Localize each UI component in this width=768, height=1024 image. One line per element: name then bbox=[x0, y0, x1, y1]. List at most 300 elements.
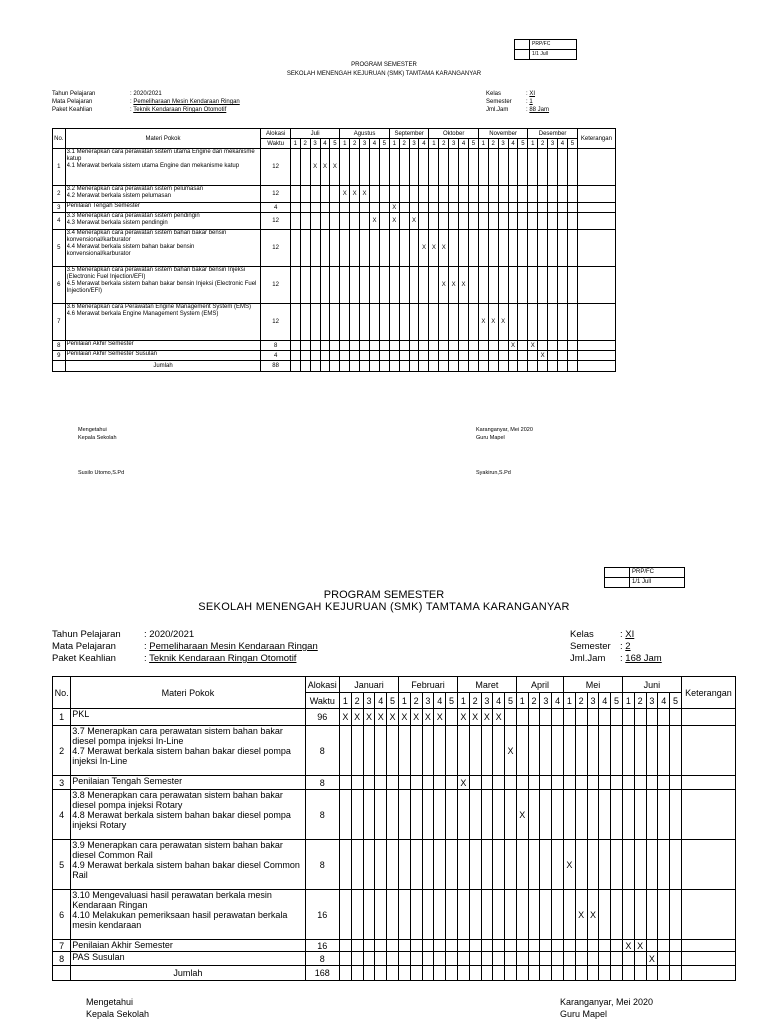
week-cell bbox=[360, 361, 370, 372]
week-cell bbox=[363, 952, 375, 966]
week-cell bbox=[419, 351, 429, 361]
week-cell bbox=[399, 149, 409, 186]
week-cell bbox=[459, 186, 469, 203]
materi-text: 3.6 Menerapkan cara Perawatan Engine Management System (EMS) 4.6 Merawat berkala Engine Management System (EMS) bbox=[66, 304, 252, 317]
week-cell bbox=[468, 267, 478, 304]
week-cell bbox=[379, 149, 389, 186]
table-row bbox=[53, 952, 736, 966]
week-cell bbox=[387, 890, 399, 940]
materi-cell bbox=[65, 341, 261, 351]
week-cell bbox=[658, 966, 670, 981]
week-cell bbox=[320, 186, 330, 203]
page-title: PROGRAM SEMESTER bbox=[323, 589, 445, 601]
alokasi-value: 12 bbox=[261, 213, 290, 230]
week-cell bbox=[310, 267, 320, 304]
week-cell bbox=[310, 213, 320, 230]
week-cell bbox=[516, 840, 528, 890]
week-cell bbox=[518, 213, 528, 230]
week-number: 1 bbox=[429, 139, 439, 149]
week-cell bbox=[567, 149, 577, 186]
week-cell bbox=[290, 149, 300, 186]
week-cell bbox=[320, 203, 330, 213]
week-cell bbox=[558, 149, 568, 186]
week-cell bbox=[528, 966, 540, 981]
week-cell bbox=[548, 351, 558, 361]
week-cell bbox=[429, 213, 439, 230]
row-number: 6 bbox=[53, 890, 71, 940]
week-cell bbox=[399, 186, 409, 203]
week-cell bbox=[516, 966, 528, 981]
table-row bbox=[53, 776, 736, 790]
week-cell bbox=[488, 267, 498, 304]
week-cell bbox=[611, 840, 623, 890]
week-cell bbox=[351, 790, 363, 840]
week-number: 5 bbox=[518, 139, 528, 149]
week-cell bbox=[360, 267, 370, 304]
week-cell bbox=[340, 341, 350, 351]
week-mark: X bbox=[508, 341, 518, 351]
week-cell bbox=[379, 351, 389, 361]
week-cell bbox=[518, 186, 528, 203]
week-cell bbox=[370, 341, 380, 351]
week-cell bbox=[399, 351, 409, 361]
week-cell bbox=[587, 940, 599, 952]
materi-text: 3.2 Menerapkan cara perawatan sistem pelumasan 4.2 Merawat berkala sistem pelumasan bbox=[66, 186, 204, 199]
week-cell bbox=[634, 709, 646, 726]
week-number: 4 bbox=[658, 693, 670, 709]
week-cell bbox=[410, 776, 422, 790]
total-label: Jumlah bbox=[71, 966, 305, 981]
week-cell bbox=[370, 203, 380, 213]
signature-right: Karanganyar, Mei 2020 Guru Mapel bbox=[476, 427, 533, 441]
keterangan-cell bbox=[577, 186, 615, 203]
week-cell bbox=[540, 709, 552, 726]
week-cell bbox=[488, 230, 498, 267]
week-cell bbox=[468, 341, 478, 351]
week-cell bbox=[611, 726, 623, 776]
week-cell bbox=[528, 304, 538, 341]
alokasi-value: 16 bbox=[305, 940, 339, 952]
week-cell bbox=[375, 840, 387, 890]
week-cell bbox=[389, 341, 399, 351]
week-cell bbox=[389, 267, 399, 304]
table-row bbox=[53, 230, 616, 267]
week-cell bbox=[538, 361, 548, 372]
week-mark: X bbox=[389, 203, 399, 213]
week-cell bbox=[481, 726, 493, 776]
week-mark: X bbox=[340, 709, 352, 726]
week-cell bbox=[468, 186, 478, 203]
week-cell bbox=[459, 230, 469, 267]
week-number: 1 bbox=[340, 139, 350, 149]
table-row bbox=[53, 267, 616, 304]
week-cell bbox=[330, 351, 340, 361]
week-number: 4 bbox=[459, 139, 469, 149]
month-header: Agustus bbox=[340, 129, 389, 139]
materi-text: PAS Susulan bbox=[72, 952, 125, 962]
week-cell bbox=[508, 230, 518, 267]
materi-cell bbox=[71, 840, 305, 890]
document-code-box bbox=[514, 39, 577, 60]
table-row bbox=[53, 149, 616, 186]
week-cell bbox=[468, 304, 478, 341]
week-cell bbox=[498, 341, 508, 351]
week-mark: X bbox=[434, 709, 446, 726]
week-mark: X bbox=[457, 776, 469, 790]
alokasi-value: 4 bbox=[261, 203, 290, 213]
table-row bbox=[53, 940, 736, 952]
materi-cell bbox=[71, 890, 305, 940]
week-cell bbox=[567, 341, 577, 351]
week-cell bbox=[379, 361, 389, 372]
week-cell bbox=[320, 361, 330, 372]
materi-text: 3.9 Menerapkan cara perawatan sistem bahan bakar diesel Common Rail 4.9 Merawat berkala sistem bahan bakar diesel Common Rail bbox=[72, 840, 300, 880]
row-number: 7 bbox=[53, 304, 66, 341]
alokasi-value: 12 bbox=[261, 186, 290, 203]
week-cell bbox=[505, 776, 517, 790]
week-cell bbox=[351, 726, 363, 776]
week-cell bbox=[340, 790, 352, 840]
week-cell bbox=[552, 726, 564, 776]
week-mark: X bbox=[439, 230, 449, 267]
materi-text: 3.10 Mengevaluasi hasil perawatan berkala mesin Kendaraan Ringan 4.10 Melakukan pemeriksaan hasil perawatan berkala mesin kendaraan bbox=[72, 890, 288, 930]
materi-text: PKL bbox=[72, 709, 90, 719]
week-cell bbox=[505, 790, 517, 840]
week-cell bbox=[360, 351, 370, 361]
week-cell bbox=[446, 890, 458, 940]
week-cell bbox=[419, 149, 429, 186]
week-cell bbox=[552, 840, 564, 890]
week-cell bbox=[505, 952, 517, 966]
week-cell bbox=[528, 726, 540, 776]
keterangan-cell bbox=[681, 940, 735, 952]
week-cell bbox=[564, 776, 576, 790]
week-cell bbox=[399, 203, 409, 213]
week-number: 1 bbox=[290, 139, 300, 149]
week-cell bbox=[611, 952, 623, 966]
week-cell bbox=[360, 304, 370, 341]
week-cell bbox=[516, 952, 528, 966]
week-cell bbox=[379, 304, 389, 341]
week-cell bbox=[320, 351, 330, 361]
week-number: 4 bbox=[599, 693, 611, 709]
week-mark: X bbox=[469, 709, 481, 726]
keterangan-cell bbox=[681, 776, 735, 790]
alokasi-value: 12 bbox=[261, 230, 290, 267]
week-cell bbox=[548, 304, 558, 341]
week-mark: X bbox=[457, 709, 469, 726]
table-row bbox=[53, 341, 616, 351]
keterangan-cell bbox=[577, 304, 615, 341]
week-number: 3 bbox=[481, 693, 493, 709]
keterangan-cell bbox=[577, 341, 615, 351]
week-cell bbox=[340, 149, 350, 186]
week-cell bbox=[387, 776, 399, 790]
week-number: 4 bbox=[370, 139, 380, 149]
week-cell bbox=[528, 790, 540, 840]
week-cell bbox=[468, 230, 478, 267]
week-cell bbox=[528, 840, 540, 890]
week-mark: X bbox=[622, 940, 634, 952]
week-cell bbox=[398, 776, 410, 790]
week-cell bbox=[518, 351, 528, 361]
week-cell bbox=[508, 203, 518, 213]
week-cell bbox=[340, 304, 350, 341]
materi-cell bbox=[65, 230, 261, 267]
table-row bbox=[53, 709, 736, 726]
week-cell bbox=[548, 203, 558, 213]
semester-2-table bbox=[52, 676, 736, 981]
week-cell bbox=[399, 361, 409, 372]
week-cell bbox=[422, 952, 434, 966]
week-cell bbox=[459, 341, 469, 351]
week-cell bbox=[449, 230, 459, 267]
week-mark: X bbox=[634, 940, 646, 952]
materi-cell bbox=[71, 952, 305, 966]
week-number: 3 bbox=[363, 693, 375, 709]
week-cell bbox=[564, 890, 576, 940]
keterangan-cell bbox=[577, 230, 615, 267]
week-cell bbox=[540, 940, 552, 952]
week-cell bbox=[646, 940, 658, 952]
week-cell bbox=[429, 351, 439, 361]
keterangan-cell bbox=[681, 966, 735, 981]
week-cell bbox=[387, 840, 399, 890]
week-cell bbox=[528, 940, 540, 952]
week-cell bbox=[469, 890, 481, 940]
keterangan-cell bbox=[577, 213, 615, 230]
week-cell bbox=[481, 840, 493, 890]
week-cell bbox=[622, 726, 634, 776]
total-value: 168 bbox=[305, 966, 339, 981]
week-cell bbox=[469, 840, 481, 890]
week-cell bbox=[540, 952, 552, 966]
week-mark: X bbox=[387, 709, 399, 726]
week-cell bbox=[493, 726, 505, 776]
materi-cell bbox=[65, 304, 261, 341]
week-cell bbox=[587, 726, 599, 776]
info-right: Kelas : XI Semester : 1 Jml.Jam : 88 Jam bbox=[486, 91, 550, 113]
week-cell bbox=[409, 341, 419, 351]
principal-name: Susilo Utomo,S.Pd bbox=[78, 470, 125, 476]
week-cell bbox=[434, 940, 446, 952]
week-cell bbox=[498, 267, 508, 304]
week-cell bbox=[552, 940, 564, 952]
week-cell bbox=[488, 213, 498, 230]
week-cell bbox=[548, 149, 558, 186]
week-cell bbox=[300, 341, 310, 351]
week-cell bbox=[449, 186, 459, 203]
week-cell bbox=[516, 709, 528, 726]
week-cell bbox=[658, 726, 670, 776]
week-cell bbox=[658, 776, 670, 790]
month-header: Oktober bbox=[429, 129, 478, 139]
week-cell bbox=[658, 940, 670, 952]
week-cell bbox=[528, 776, 540, 790]
week-cell bbox=[505, 966, 517, 981]
week-cell bbox=[410, 890, 422, 940]
total-label: Jumlah bbox=[65, 361, 261, 372]
week-cell bbox=[439, 361, 449, 372]
week-cell bbox=[370, 230, 380, 267]
week-number: 5 bbox=[505, 693, 517, 709]
week-cell bbox=[488, 203, 498, 213]
week-cell bbox=[351, 840, 363, 890]
week-cell bbox=[330, 203, 340, 213]
week-cell bbox=[340, 267, 350, 304]
week-cell bbox=[558, 230, 568, 267]
week-cell bbox=[459, 149, 469, 186]
materi-text: Penilaian Akhir Semester bbox=[72, 940, 173, 950]
week-cell bbox=[398, 940, 410, 952]
week-cell bbox=[552, 790, 564, 840]
week-cell bbox=[429, 341, 439, 351]
week-cell bbox=[599, 840, 611, 890]
week-cell bbox=[468, 213, 478, 230]
month-header: November bbox=[478, 129, 527, 139]
week-mark: X bbox=[389, 213, 399, 230]
week-cell bbox=[552, 952, 564, 966]
week-cell bbox=[310, 230, 320, 267]
keterangan-cell bbox=[681, 726, 735, 776]
materi-text: 3.8 Menerapkan cara perawatan sistem bahan bakar diesel pompa injeksi Rotary 4.8 Merawat berkala sistem bahan bakar diesel pompa injeksi Rotary bbox=[72, 790, 291, 830]
week-cell bbox=[375, 890, 387, 940]
week-cell bbox=[528, 890, 540, 940]
week-mark: X bbox=[575, 890, 587, 940]
week-cell bbox=[505, 940, 517, 952]
week-cell bbox=[567, 213, 577, 230]
week-cell bbox=[459, 213, 469, 230]
week-number: 1 bbox=[622, 693, 634, 709]
week-cell bbox=[387, 790, 399, 840]
row-number: 7 bbox=[53, 940, 71, 952]
table-row bbox=[53, 304, 616, 341]
week-number: 2 bbox=[634, 693, 646, 709]
table-row bbox=[53, 890, 736, 940]
week-mark: X bbox=[505, 726, 517, 776]
week-cell bbox=[548, 361, 558, 372]
week-number: 2 bbox=[575, 693, 587, 709]
week-cell bbox=[670, 952, 682, 966]
week-cell bbox=[457, 726, 469, 776]
row-number: 2 bbox=[53, 186, 66, 203]
week-cell bbox=[340, 361, 350, 372]
week-cell bbox=[449, 149, 459, 186]
week-cell bbox=[439, 203, 449, 213]
week-cell bbox=[516, 776, 528, 790]
week-cell bbox=[434, 840, 446, 890]
week-cell bbox=[449, 203, 459, 213]
week-cell bbox=[567, 304, 577, 341]
week-cell bbox=[300, 149, 310, 186]
week-number: 4 bbox=[434, 693, 446, 709]
month-header: Maret bbox=[457, 677, 516, 693]
week-cell bbox=[375, 952, 387, 966]
keterangan-cell bbox=[681, 840, 735, 890]
week-cell bbox=[363, 776, 375, 790]
semester-1-table bbox=[52, 128, 616, 372]
week-cell bbox=[350, 213, 360, 230]
week-number: 1 bbox=[389, 139, 399, 149]
alokasi-value: 8 bbox=[305, 726, 339, 776]
week-cell bbox=[398, 790, 410, 840]
week-cell bbox=[498, 230, 508, 267]
week-cell bbox=[658, 709, 670, 726]
week-cell bbox=[564, 952, 576, 966]
week-cell bbox=[429, 267, 439, 304]
week-cell bbox=[330, 341, 340, 351]
week-mark: X bbox=[429, 230, 439, 267]
week-cell bbox=[528, 267, 538, 304]
week-cell bbox=[457, 790, 469, 840]
week-cell bbox=[449, 213, 459, 230]
week-cell bbox=[379, 213, 389, 230]
row-number: 1 bbox=[53, 709, 71, 726]
week-mark: X bbox=[528, 341, 538, 351]
week-cell bbox=[398, 840, 410, 890]
week-cell bbox=[548, 230, 558, 267]
week-cell bbox=[320, 304, 330, 341]
week-cell bbox=[498, 213, 508, 230]
week-cell bbox=[439, 186, 449, 203]
week-cell bbox=[478, 230, 488, 267]
week-cell bbox=[419, 213, 429, 230]
week-cell bbox=[518, 203, 528, 213]
week-cell bbox=[505, 840, 517, 890]
keterangan-cell bbox=[577, 149, 615, 186]
week-cell bbox=[670, 940, 682, 952]
materi-text: 3.1 Menerapkan cara perawatan sistem utama Engine dan mekanisme katup 4.1 Merawat berkala sistem utama Engine dan mekanisme katup bbox=[66, 149, 255, 169]
week-cell bbox=[538, 203, 548, 213]
week-cell bbox=[611, 940, 623, 952]
materi-cell bbox=[65, 186, 261, 203]
week-cell bbox=[340, 213, 350, 230]
week-cell bbox=[340, 776, 352, 790]
week-cell bbox=[446, 966, 458, 981]
week-cell bbox=[548, 213, 558, 230]
week-cell bbox=[469, 940, 481, 952]
week-number: 1 bbox=[528, 139, 538, 149]
week-cell bbox=[567, 203, 577, 213]
week-cell bbox=[290, 341, 300, 351]
week-cell bbox=[599, 709, 611, 726]
week-cell bbox=[599, 890, 611, 940]
week-cell bbox=[575, 966, 587, 981]
week-cell bbox=[310, 186, 320, 203]
week-cell bbox=[398, 726, 410, 776]
week-cell bbox=[528, 149, 538, 186]
week-cell bbox=[375, 940, 387, 952]
week-cell bbox=[518, 304, 528, 341]
week-mark: X bbox=[493, 709, 505, 726]
week-mark: X bbox=[516, 790, 528, 840]
week-cell bbox=[622, 790, 634, 840]
week-cell bbox=[370, 361, 380, 372]
week-cell bbox=[363, 840, 375, 890]
materi-text: Penilaian Tengah Semester bbox=[72, 776, 183, 786]
week-cell bbox=[564, 940, 576, 952]
week-cell bbox=[540, 790, 552, 840]
week-cell bbox=[575, 952, 587, 966]
week-number: 5 bbox=[670, 693, 682, 709]
week-number: 4 bbox=[320, 139, 330, 149]
week-number: 4 bbox=[558, 139, 568, 149]
keterangan-cell bbox=[577, 351, 615, 361]
week-cell bbox=[558, 203, 568, 213]
week-cell bbox=[528, 230, 538, 267]
signature-right: Karanganyar, Mei 2020 Guru Mapel bbox=[560, 997, 654, 1019]
week-cell bbox=[398, 890, 410, 940]
